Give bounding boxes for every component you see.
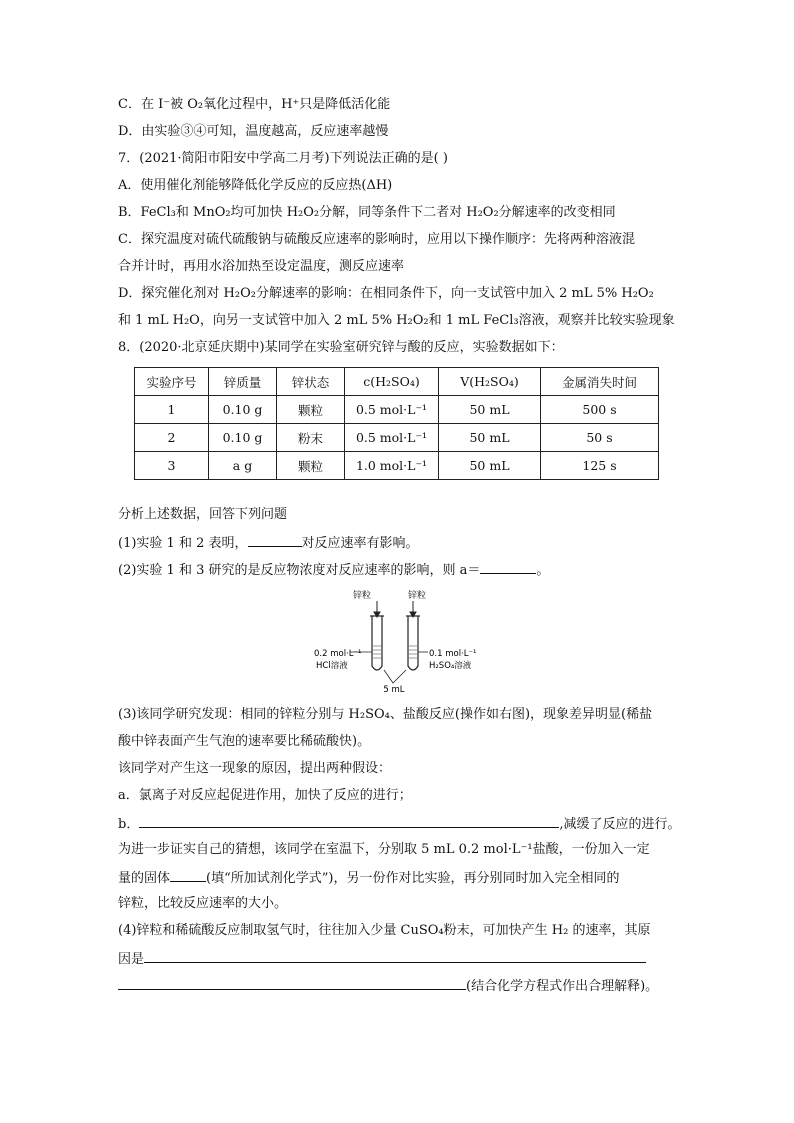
verify-line1: 为进一步证实自己的猜想，该同学在室温下，分别取 5 mL 0.2 mol·L⁻¹盐酸，一份加入一定: [118, 842, 650, 857]
question-7-option-c-line2: 合并计时，再用水浴加热至设定温度，测反应速率: [118, 259, 405, 274]
left-solution: HCl溶液: [316, 661, 348, 671]
table-cell: 1.0 mol·L⁻¹: [345, 452, 439, 480]
question-8-part-4-line1: (4)锌粒和稀硫酸反应制取氢气时，往往加入少量 CuSO₄粉末，可加快产生 H₂ 的速率，其原: [118, 923, 651, 938]
table-header-cell: V(H₂SO₄): [439, 368, 541, 396]
table-header-cell: 金属消失时间: [541, 368, 659, 396]
experiment-data-table: [134, 367, 659, 480]
table-cell: 颗粒: [277, 452, 345, 480]
table-cell: 2: [135, 424, 209, 452]
table-cell: 125 s: [541, 452, 659, 480]
question-7-option-d-line2: 和 1 mL H₂O，向另一支试管中加入 2 mL 5% H₂O₂和 1 mL FeCl₃溶液，观察并比较实验现象: [118, 313, 675, 328]
table-cell: 1: [135, 396, 209, 424]
question-8-part-1: [118, 533, 419, 553]
test-tube-icon: [370, 616, 420, 670]
table-cell: 0.5 mol·L⁻¹: [345, 396, 439, 424]
answer-blank[interactable]: [480, 560, 536, 574]
analyze-instruction: 分析上述数据，回答下列问题: [118, 507, 288, 522]
question-8-part-3-line2: 酸中锌表面产生气泡的速率要比稀硫酸快)。: [118, 734, 371, 749]
part-4-text: 因是: [118, 952, 145, 967]
table-header-cell: c(H₂SO₄): [345, 368, 439, 396]
table-header-cell: 实验序号: [135, 368, 209, 396]
table-cell: 500 s: [541, 396, 659, 424]
part-1-text-end: 对反应速率有影响。: [301, 536, 419, 551]
test-tube-figure: [300, 586, 500, 696]
part-2-text-end: 。: [536, 563, 550, 578]
hypothesis-b-label: b．: [118, 817, 140, 832]
table-cell: 0.5 mol·L⁻¹: [345, 424, 439, 452]
table-header-cell: 锌质量: [209, 368, 277, 396]
option-d-line: D．由实验③④可知，温度越高，反应速率越慢: [118, 124, 389, 139]
hypothesis-b-end: ,减缓了反应的进行。: [559, 817, 681, 832]
answer-blank[interactable]: [144, 949, 646, 963]
verify-text: 量的固体: [118, 871, 171, 886]
verify-text-end: (填“所加试剂化学式”)，另一份作对比实验，再分别同时加入完全相同的: [206, 871, 620, 886]
arrow-down-icon: [374, 601, 416, 617]
question-8-part-2: [118, 560, 549, 580]
verify-line2: [118, 868, 619, 888]
part-2-text: (2)实验 1 和 3 研究的是反应物浓度对反应速率的影响，则 a＝: [118, 563, 481, 578]
hypothesis-intro: 该同学对产生这一现象的原因，提出两种假设：: [118, 761, 392, 776]
right-concentration: 0.1 mol·L⁻¹: [429, 649, 477, 659]
table-cell: 50 mL: [439, 396, 541, 424]
table-cell: 50 mL: [439, 452, 541, 480]
answer-blank[interactable]: [248, 533, 302, 547]
table-header-cell: 锌状态: [277, 368, 345, 396]
table-row: [135, 424, 659, 452]
table-cell: 颗粒: [277, 396, 345, 424]
table-row: [135, 396, 659, 424]
answer-blank[interactable]: [139, 814, 559, 828]
hypothesis-b: [118, 814, 680, 834]
question-7-option-b: B．FeCl₃和 MnO₂均可加快 H₂O₂分解，同等条件下二者对 H₂O₂分解速率的改变相同: [118, 205, 616, 220]
table-row: [135, 452, 659, 480]
zinc-label-right: 锌粒: [407, 591, 427, 601]
answer-blank[interactable]: [170, 868, 206, 882]
table-cell: 3: [135, 452, 209, 480]
table-header-row: [135, 368, 659, 396]
table-cell: 粉末: [277, 424, 345, 452]
question-8-stem: 8．(2020·北京延庆期中)某同学在实验室研究锌与酸的反应，实验数据如下：: [118, 340, 564, 355]
verify-line3: 锌粒，比较反应速率的大小。: [118, 896, 288, 911]
table-cell: a g: [209, 452, 277, 480]
option-c-line: C．在 I⁻被 O₂氧化过程中，H⁺只是降低活化能: [118, 97, 391, 112]
answer-blank[interactable]: [118, 976, 466, 990]
hypothesis-a: a．氯离子对反应起促进作用，加快了反应的进行；: [118, 788, 412, 803]
question-7-option-d-line1: D．探究催化剂对 H₂O₂分解速率的影响：在相同条件下，向一支试管中加入 2 mL 5% H₂O₂: [118, 286, 654, 301]
part-4-text-end: (结合化学方程式作出合理解释)。: [466, 979, 659, 994]
zinc-label-left: 锌粒: [352, 591, 372, 601]
part-1-text: (1)实验 1 和 2 表明，: [118, 536, 248, 551]
table-cell: 0.10 g: [209, 396, 277, 424]
question-8-part-3-line1: (3)该同学研究发现：相同的锌粒分别与 H₂SO₄、盐酸反应(操作如右图)，现象差异明显(稀盐: [118, 707, 653, 722]
left-concentration: 0.2 mol·L⁻¹: [314, 649, 362, 659]
question-7-option-a: A．使用催化剂能够降低化学反应的反应热(ΔH): [118, 178, 393, 193]
table-cell: 50 s: [541, 424, 659, 452]
question-7-stem: 7．(2021·简阳市阳安中学高二月考)下列说法正确的是( ): [118, 151, 448, 166]
liquid-lines: [373, 646, 417, 658]
volume-label: 5 mL: [383, 685, 405, 695]
question-8-part-4-line2: [118, 949, 646, 969]
right-solution: H₂SO₄溶液: [429, 661, 472, 671]
question-7-option-c-line1: C．探究温度对硫代硫酸钠与硫酸反应速率的影响时，应用以下操作顺序：先将两种溶液混: [118, 232, 635, 247]
table-cell: 50 mL: [439, 424, 541, 452]
question-8-part-4-line3: [118, 976, 658, 996]
table-cell: 0.10 g: [209, 424, 277, 452]
